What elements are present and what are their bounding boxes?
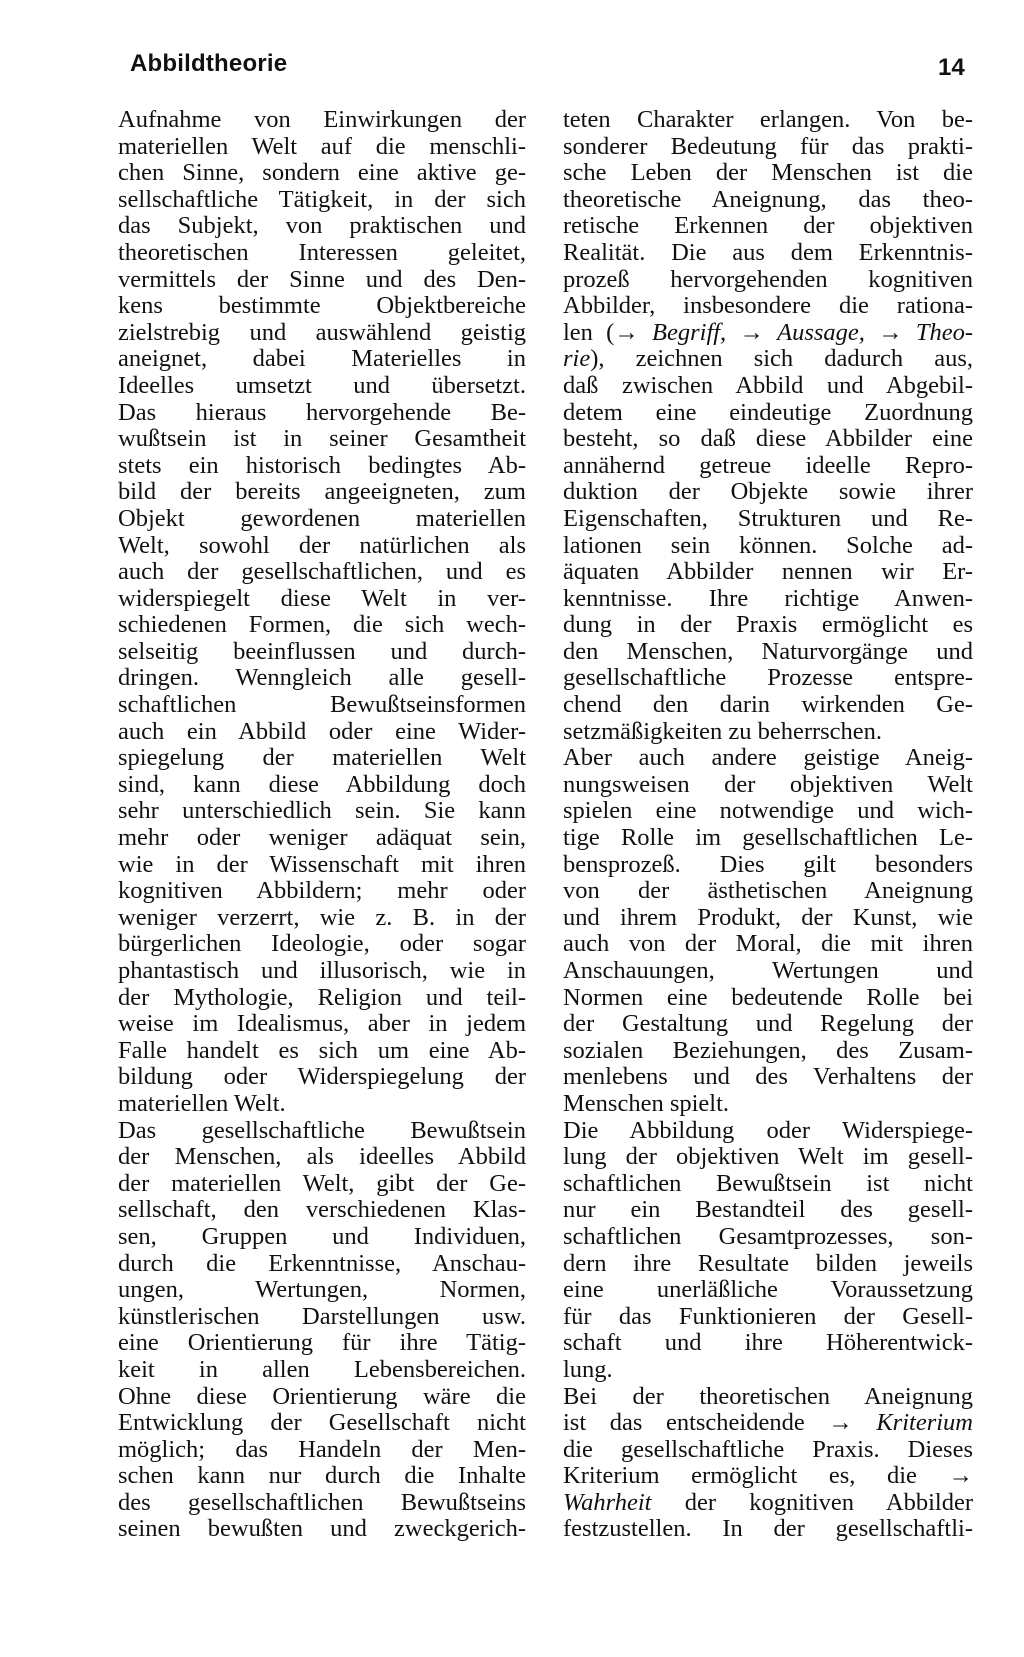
text-line: kenntnisse. Ihre richtige Anwen-: [563, 585, 973, 612]
text-line: Normen eine bedeutende Rolle bei: [563, 984, 973, 1011]
text-line: besteht, so daß diese Abbilder eine: [563, 426, 973, 453]
text-line: schaft und ihre Höherentwick-: [563, 1330, 973, 1357]
text-line: bürgerlichen Ideologie, oder sogar: [118, 931, 526, 958]
cross-reference-term: Wahrheit: [563, 1489, 652, 1516]
text-line: der Mythologie, Religion und teil-: [118, 984, 526, 1011]
text-line: auch der gesellschaftlichen, und es: [118, 559, 526, 586]
text-line: [563, 346, 973, 373]
text-line: Welt, sowohl der natürlichen als: [118, 532, 526, 559]
text-line: lationen sein können. Solche ad-: [563, 532, 973, 559]
text-line: duktion der Objekte sowie ihrer: [563, 479, 973, 506]
text-line: weise im Idealismus, aber in jedem: [118, 1011, 526, 1038]
text-line: sind, kann diese Abbildung doch: [118, 771, 526, 798]
text-line: Kriterium ermöglicht es, die →: [563, 1463, 973, 1490]
text-line: festzustellen. In der gesellschaftli-: [563, 1516, 973, 1543]
text-column-left: [118, 107, 526, 1543]
text-segment: ), zeichnen sich dadurch aus,: [590, 346, 973, 373]
text-line: Aufnahme von Einwirkungen der: [118, 107, 526, 133]
text-line: bildung oder Widerspiegelung der: [118, 1064, 526, 1091]
text-line: äquaten Abbilder nennen wir Er-: [563, 559, 973, 586]
text-line: spiegelung der materiellen Welt: [118, 745, 526, 772]
text-line: [563, 1410, 973, 1437]
text-line: Anschauungen, Wertungen und: [563, 958, 973, 984]
text-line: mehr oder weniger adäquat sein,: [118, 825, 526, 852]
text-line: sozialen Beziehungen, des Zusam-: [563, 1037, 973, 1064]
text-line: nungsweisen der objektiven Welt: [563, 771, 973, 798]
text-line: Aber auch andere geistige Aneig-: [563, 745, 973, 772]
text-line: das Subjekt, von praktischen und: [118, 213, 526, 240]
text-line: der Menschen, als ideelles Abbild: [118, 1144, 526, 1171]
text-line: des gesellschaftlichen Bewußtseins: [118, 1489, 526, 1516]
text-line: setzmäßigkeiten zu beherrschen.: [563, 718, 883, 745]
text-line: annähernd getreue ideelle Repro-: [563, 452, 973, 479]
text-line: sen, Gruppen und Individuen,: [118, 1223, 526, 1250]
text-line: materiellen Welt.: [118, 1090, 286, 1117]
text-line: gesellschaftliche Prozesse entspre-: [563, 665, 973, 692]
text-line: menlebens und des Verhaltens der: [563, 1064, 973, 1091]
text-line: spielen eine notwendige und wich-: [563, 798, 973, 825]
text-line: kens bestimmte Objektbereiche: [118, 293, 526, 320]
text-line: sellschaft, den verschiedenen Klas-: [118, 1197, 526, 1224]
text-line: sehr unterschiedlich sein. Sie kann: [118, 798, 526, 825]
text-line: Das gesellschaftliche Bewußtsein: [118, 1117, 526, 1144]
cross-reference-term: Begriff,: [652, 319, 727, 346]
text-line: lung der objektiven Welt im gesell-: [563, 1144, 973, 1171]
text-segment: ist das entscheidende →: [563, 1410, 877, 1437]
text-line: prozeß hervorgehenden kognitiven: [563, 266, 973, 293]
text-line: dern ihre Resultate bilden jeweils: [563, 1250, 973, 1277]
text-line: schaftlichen Bewußtseinsformen: [118, 692, 526, 719]
text-line: materiellen Welt auf die menschli-: [118, 133, 526, 160]
text-line: [563, 320, 973, 347]
text-line: und ihrem Produkt, der Kunst, wie: [563, 904, 973, 931]
running-head-title: Abbildtheorie: [130, 50, 288, 77]
text-line: nur ein Bestandteil des gesell-: [563, 1197, 973, 1224]
cross-reference-term: rie: [563, 346, 591, 373]
text-line: ungen, Wertungen, Normen,: [118, 1277, 526, 1304]
text-line: für das Funktionieren der Gesell-: [563, 1303, 973, 1330]
text-line: sche Leben der Menschen ist die: [563, 160, 973, 187]
text-line: den Menschen, Naturvorgänge und: [563, 638, 973, 665]
text-line: theoretische Aneignung, das theo-: [563, 186, 973, 213]
text-line: Entwicklung der Gesellschaft nicht: [118, 1410, 526, 1437]
text-line: von der ästhetischen Aneignung: [563, 878, 973, 905]
text-line: detem eine eindeutige Zuordnung: [563, 399, 973, 426]
text-line: auch ein Abbild oder eine Wider-: [118, 718, 526, 745]
text-line: eine Orientierung für ihre Tätig-: [118, 1330, 526, 1357]
text-line: zielstrebig und auswählend geistig: [118, 319, 526, 346]
text-line: schiedenen Formen, die sich wech-: [118, 612, 526, 639]
text-column-right: [563, 107, 973, 1543]
text-segment: →: [726, 319, 778, 346]
text-line: die gesellschaftliche Praxis. Dieses: [563, 1436, 973, 1463]
text-line: bensprozeß. Dies gilt besonders: [563, 851, 973, 878]
text-line: weniger verzerrt, wie z. B. in der: [118, 904, 526, 931]
text-line: eine unerläßliche Voraussetzung: [563, 1277, 973, 1304]
text-line: Realität. Die aus dem Erkenntnis-: [563, 239, 973, 266]
text-line: teten Charakter erlangen. Von be-: [563, 107, 973, 133]
text-segment: len (→: [563, 319, 653, 346]
text-line: seinen bewußten und zweckgerich-: [118, 1516, 526, 1543]
text-line: Ideelles umsetzt und übersetzt.: [118, 372, 526, 399]
text-line: sonderer Bedeutung für das prakti-: [563, 133, 973, 160]
text-line: vermittels der Sinne und des Den-: [118, 266, 526, 293]
text-line: Objekt gewordenen materiellen: [118, 505, 526, 532]
text-line: wie in der Wissenschaft mit ihren: [118, 851, 526, 878]
text-line: stets ein historisch bedingtes Ab-: [118, 452, 526, 479]
text-line: [563, 1490, 973, 1517]
text-line: Das hieraus hervorgehende Be-: [118, 399, 526, 426]
cross-reference-term: Aussage,: [777, 319, 865, 346]
text-line: schaftlichen Gesamtprozesses, son-: [563, 1223, 973, 1250]
text-line: daß zwischen Abbild und Abgebil-: [563, 372, 973, 399]
text-line: sellschaftliche Tätigkeit, in der sich: [118, 186, 526, 213]
cross-reference-term: Theo-: [915, 319, 973, 346]
text-line: schaftlichen Bewußtsein ist nicht: [563, 1170, 973, 1197]
text-line: chend den darin wirkenden Ge-: [563, 692, 973, 719]
text-line: Abbilder, insbesondere die rationa-: [563, 293, 973, 320]
text-line: der Gestaltung und Regelung der: [563, 1011, 973, 1038]
text-line: bild der bereits angeeigneten, zum: [118, 479, 526, 506]
cross-reference-term: Kriterium: [876, 1410, 973, 1437]
text-line: aneignet, dabei Materielles in: [118, 346, 526, 373]
text-line: chen Sinne, sondern eine aktive ge-: [118, 160, 526, 187]
text-line: schen kann nur durch die Inhalte: [118, 1463, 526, 1490]
text-line: Bei der theoretischen Aneignung: [563, 1383, 973, 1410]
text-line: selseitig beeinflussen und durch-: [118, 638, 526, 665]
text-line: Die Abbildung oder Widerspiege-: [563, 1117, 973, 1144]
text-line: dung in der Praxis ermöglicht es: [563, 612, 973, 639]
text-line: möglich; das Handeln der Men-: [118, 1436, 526, 1463]
text-segment: der kognitiven Abbilder: [651, 1489, 973, 1516]
text-segment: →: [864, 319, 916, 346]
text-line: tige Rolle im gesellschaftlichen Le-: [563, 825, 973, 852]
page-number: 14: [938, 54, 965, 81]
text-line: retische Erkennen der objektiven: [563, 213, 973, 240]
text-line: durch die Erkenntnisse, Anschau-: [118, 1250, 526, 1277]
text-line: Falle handelt es sich um eine Ab-: [118, 1037, 526, 1064]
text-line: wußtsein ist in seiner Gesamtheit: [118, 426, 526, 453]
text-line: dringen. Wenngleich alle gesell-: [118, 665, 526, 692]
text-line: auch von der Moral, die mit ihren: [563, 931, 973, 958]
text-line: Menschen spielt.: [563, 1090, 730, 1117]
text-line: Eigenschaften, Strukturen und Re-: [563, 505, 973, 532]
text-line: kognitiven Abbildern; mehr oder: [118, 878, 526, 905]
text-line: lung.: [563, 1356, 613, 1383]
text-line: keit in allen Lebensbereichen.: [118, 1356, 526, 1383]
text-line: phantastisch und illusorisch, wie in: [118, 958, 526, 984]
text-line: der materiellen Welt, gibt der Ge-: [118, 1170, 526, 1197]
text-line: theoretischen Interessen geleitet,: [118, 239, 526, 266]
text-line: Ohne diese Orientierung wäre die: [118, 1383, 526, 1410]
text-line: künstlerischen Darstellungen usw.: [118, 1303, 526, 1330]
text-line: widerspiegelt diese Welt in ver-: [118, 585, 526, 612]
